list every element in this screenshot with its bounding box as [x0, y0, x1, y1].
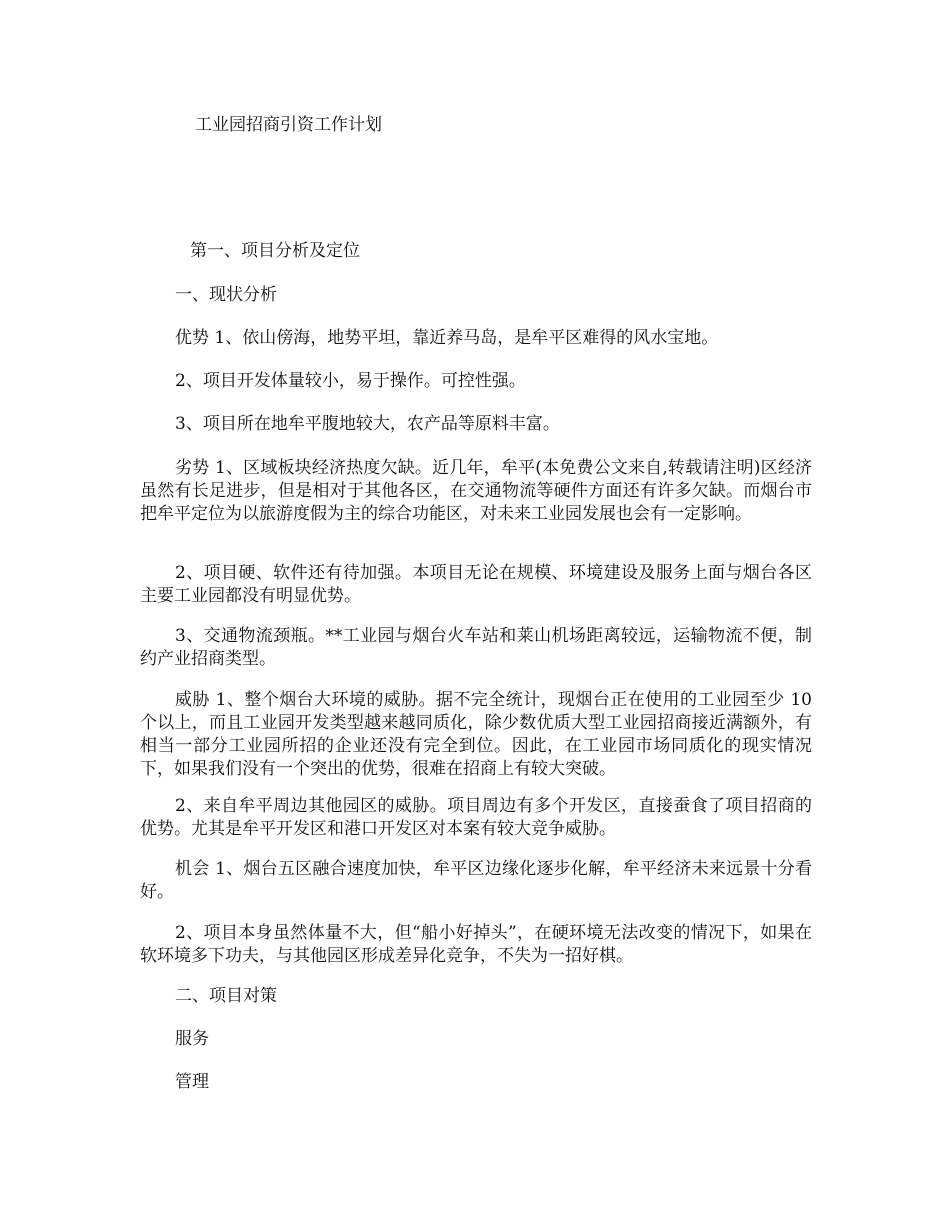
paragraph-weakness-1: 劣势 1、区域板块经济热度欠缺。近几年，牟平(本免费公文来自,转载请注明)区经济虽然有长足进步，但是相对于其他各区，在交通物流等硬件方面还有许多欠缺。而烟台市把牟平定位为以旅游度假为主的综合功能区，对未来工业园发展也会有一定影响。	[140, 458, 812, 524]
paragraph-strength-2: 2、项目开发体量较小，易于操作。可控性强。	[175, 371, 526, 391]
paragraph-strength-3: 3、项目所在地牟平腹地较大，农产品等原料丰富。	[175, 414, 560, 434]
item-service: 服务	[175, 1029, 209, 1049]
paragraph-threat-1: 威胁 1、整个烟台大环境的威胁。据不完全统计，现烟台正在使用的工业园至少 10 个以上，而且工业园开发类型越来越同质化，除少数优质大型工业园招商接近满额外，有相当一部分工业园所招的企业还没有完全到位。因此，在工业园市场同质化的现实情况下，如果我们没有一个突出的优势，很难在招商上有较大突破。	[140, 690, 812, 779]
sub-heading-current-analysis: 一、现状分析	[175, 285, 277, 305]
paragraph-threat-2: 2、来自牟平周边其他园区的威胁。项目周边有多个开发区，直接蚕食了项目招商的优势。尤其是牟平开发区和港口开发区对本案有较大竞争威胁。	[140, 796, 812, 839]
paragraph-opportunity-1: 机会 1、烟台五区融合速度加快，牟平区边缘化逐步化解，牟平经济未来远景十分看好。	[140, 859, 812, 902]
item-management: 管理	[175, 1072, 209, 1092]
document-title: 工业园招商引资工作计划	[195, 115, 382, 135]
paragraph-strength-1: 优势 1、依山傍海，地势平坦，靠近养马岛，是牟平区难得的风水宝地。	[175, 328, 719, 348]
paragraph-opportunity-2: 2、项目本身虽然体量不大，但“船小好掉头”，在硬环境无法改变的情况下，如果在软环境多下功夫，与其他园区形成差异化竞争，不失为一招好棋。	[140, 923, 812, 966]
paragraph-weakness-3: 3、交通物流颈瓶。**工业园与烟台火车站和莱山机场距离较远，运输物流不便，制约产业招商类型。	[140, 626, 812, 669]
section-heading: 第一、项目分析及定位	[190, 241, 360, 261]
paragraph-weakness-2: 2、项目硬、软件还有待加强。本项目无论在规模、环境建设及服务上面与烟台各区主要工业园都没有明显优势。	[140, 563, 812, 606]
sub-heading-project-strategy: 二、项目对策	[175, 986, 277, 1006]
